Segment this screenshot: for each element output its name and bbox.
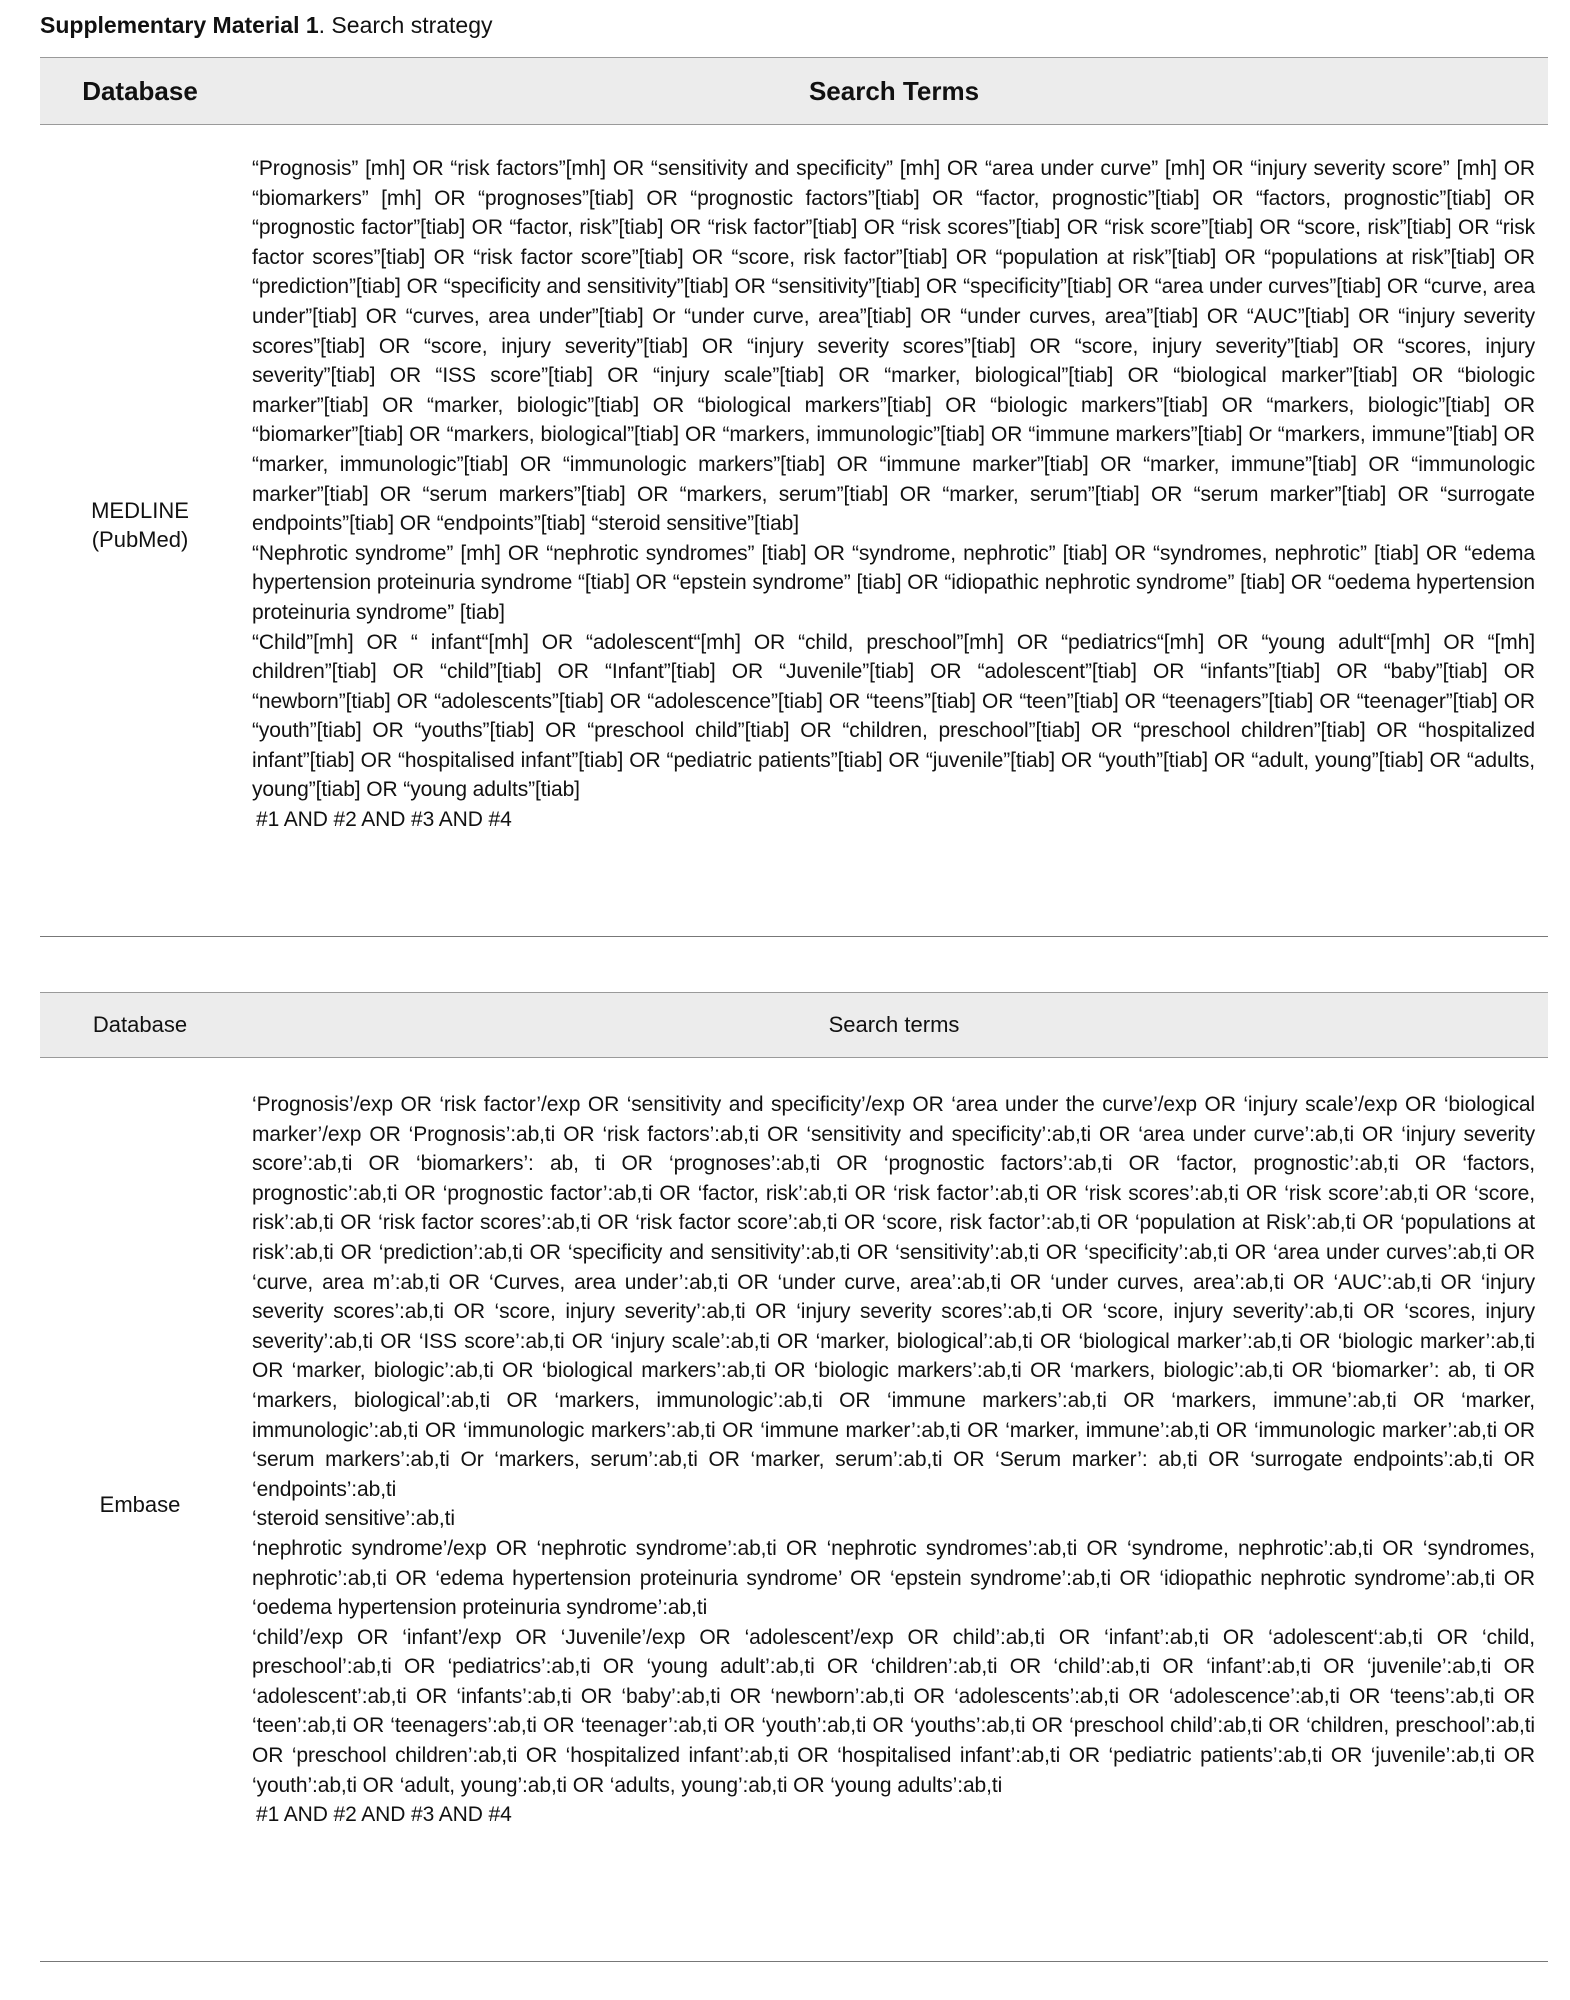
database-name-line1: MEDLINE xyxy=(91,498,189,523)
caption-label: Supplementary Material 1 xyxy=(40,12,319,38)
table-header xyxy=(40,992,1548,1058)
document-caption xyxy=(40,9,493,41)
search-terms-cell xyxy=(252,1090,1535,1830)
table-header xyxy=(40,57,1548,125)
database-name-embase xyxy=(40,1490,240,1519)
combine-line: #1 AND #2 AND #3 AND #4 xyxy=(256,808,512,832)
medline-search-table xyxy=(40,57,1548,937)
table-bottom-rule xyxy=(40,936,1548,937)
search-block-1b: ‘steroid sensitive’:ab,ti xyxy=(252,1507,455,1531)
database-column-header: Database xyxy=(92,1012,188,1037)
search-terms-cell xyxy=(252,154,1535,835)
embase-search-table xyxy=(40,992,1548,1962)
search-block-3: ‘child’/exp OR ‘infant’/exp OR ‘Juvenile’/exp OR ‘adolescent’/exp OR child’:ab,ti OR ‘infant’:ab,ti OR ‘adolescent‘:ab,ti OR ‘child, preschool’:ab,ti OR ‘pediatrics’:ab,ti OR ‘young adult’:ab,ti OR ‘children’:ab,ti OR ‘child’:ab,ti OR ‘infant’:ab,ti OR ‘juvenile’:ab,ti OR ‘adolescent’:ab,ti OR ‘infants’:ab,ti OR ‘baby’:ab,ti OR ‘newborn’:ab,ti OR ‘adolescents’:ab,ti OR ‘adolescence’:ab,ti OR ‘teens’:ab,ti OR ‘teen’:ab,ti OR ‘teenagers’:ab,ti OR ‘teenager’:ab,ti OR ‘youth’:ab,ti OR ‘youths’:ab,ti OR ‘preschool child’:ab,ti OR ‘children, preschool’:ab,ti OR ‘preschool children’:ab,ti OR ‘hospitalized infant’:ab,ti OR ‘hospitalised infant’:ab,ti OR ‘pediatric patients’:ab,ti OR ‘juvenile’:ab,ti OR ‘youth’:ab,ti OR ‘adult, young’:ab,ti OR ‘adults, young’:ab,ti OR ‘young adults’:ab,ti xyxy=(252,1625,1535,1797)
table-bottom-rule xyxy=(40,1961,1548,1962)
database-name-line1: Embase xyxy=(99,1492,181,1517)
search-terms-column-header: Search Terms xyxy=(808,75,980,106)
search-block-2: “Nephrotic syndrome” [mh] OR “nephrotic syndromes” [tiab] OR “syndrome, nephrotic” [tiab] OR “syndromes, nephrotic” [tiab] OR “edema hypertension proteinuria syndrome “[tiab] OR “epstein syndrome” [tiab] OR “idiopathic nephrotic syndrome” [tiab] OR “oedema hypertension proteinuria syndrome” [tiab] xyxy=(252,541,1535,624)
database-name-line2: (PubMed) xyxy=(91,527,189,552)
search-block-1: ‘Prognosis’/exp OR ‘risk factor’/exp OR ‘sensitivity and specificity’/exp OR ‘area under the curve’/exp OR ‘injury scale’/exp OR ‘biological marker’/exp OR ‘Prognosis’:ab,ti OR ‘risk factors’:ab,ti OR ‘sensitivity and specificity’:ab,ti OR ‘area under curve’:ab,ti OR ‘injury severity score’:ab,ti OR ‘biomarkers’: ab, ti OR ‘prognoses’:ab,ti OR ‘prognostic factors’:ab,ti OR ‘factor, prognostic’:ab,ti OR ‘factors, prognostic’:ab,ti OR ‘prognostic factor’:ab,ti OR ‘factor, risk’:ab,ti OR ‘risk factor’:ab,ti OR ‘risk scores’:ab,ti OR ‘risk score’:ab,ti OR ‘score, risk’:ab,ti OR ‘risk factor scores’:ab,ti OR ‘risk factor score’:ab,ti OR ‘score, risk factor’:ab,ti OR ‘population at Risk’:ab,ti OR ‘populations at risk’:ab,ti OR ‘prediction’:ab,ti OR ‘specificity and sensitivity’:ab,ti OR ‘sensitivity’:ab,ti OR ‘specificity’:ab,ti OR ‘area under curves’:ab,ti OR ‘curve, area m’:ab,ti OR ‘Curves, area under’:ab,ti OR ‘under curve, area’:ab,ti OR ‘under curves, area’:ab,ti OR ‘AUC’:ab,ti OR ‘injury severity scores’:ab,ti OR ‘score, injury severity’:ab,ti OR ‘injury severity scores’:ab,ti OR ‘score, injury severity’:ab,ti OR ‘scores, injury severity’:ab,ti OR ‘ISS score’:ab,ti OR ‘injury scale’:ab,ti OR ‘marker, biological’:ab,ti OR ‘biological marker’:ab,ti OR ‘biologic marker’:ab,ti OR ‘marker, biologic’:ab,ti OR ‘biological markers’:ab,ti OR ‘biologic markers’:ab,ti OR ‘markers, biologic’:ab,ti OR ‘biomarker’: ab, ti OR ‘markers, biological’:ab,ti OR ‘markers, immunologic’:ab,ti OR ‘immune markers’:ab,ti OR ‘markers, immune’:ab,ti OR ‘marker, immunologic’:ab,ti OR ‘immunologic markers’:ab,ti OR ‘immune marker’:ab,ti OR ‘marker, immune’:ab,ti OR ‘immunologic marker’:ab,ti OR ‘serum markers’:ab,ti Or ‘markers, serum’:ab,ti OR ‘marker, serum’:ab,ti OR ‘Serum marker’: ab,ti OR ‘surrogate endpoints’:ab,ti OR ‘endpoints’:ab,ti xyxy=(252,1093,1535,1501)
caption-text: . Search strategy xyxy=(318,12,493,38)
database-column-header: Database xyxy=(82,75,198,106)
search-block-2: ‘nephrotic syndrome’/exp OR ‘nephrotic syndrome’:ab,ti OR ‘nephrotic syndromes’:ab,ti OR ‘syndrome, nephrotic’:ab,ti OR ‘syndromes, nephrotic’:ab,ti OR ‘edema hypertension proteinuria syndrome’ OR ‘epstein syndrome’:ab,ti OR ‘idiopathic nephrotic syndrome’:ab,ti OR ‘oedema hypertension proteinuria syndrome’:ab,ti xyxy=(252,1536,1535,1620)
search-terms-column-header: Search terms xyxy=(828,1012,960,1037)
search-block-1: “Prognosis” [mh] OR “risk factors”[mh] OR “sensitivity and specificity” [mh] OR “area under curve” [mh] OR “injury severity score” [mh] OR “biomarkers” [mh] OR “prognoses”[tiab] OR “prognostic factors”[tiab] OR “factor, prognostic”[tiab] OR “factors, prognostic”[tiab] OR “prognostic factor”[tiab] OR “factor, risk”[tiab] OR “risk factor”[tiab] OR “risk scores”[tiab] OR “risk score”[tiab] OR “score, risk”[tiab] OR “risk factor scores”[tiab] OR “risk factor score”[tiab] OR “score, risk factor”[tiab] OR “population at risk”[tiab] OR “populations at risk”[tiab] OR “prediction”[tiab] OR “specificity and sensitivity”[tiab] OR “sensitivity”[tiab] OR “specificity”[tiab] OR “area under curves”[tiab] OR “curve, area under”[tiab] OR “curves, area under”[tiab] Or “under curve, area”[tiab] OR “under curves, area”[tiab] OR “AUC”[tiab] OR “injury severity scores”[tiab] OR “score, injury severity”[tiab] OR “injury severity scores”[tiab] OR “score, injury severity”[tiab] OR “scores, injury severity”[tiab] OR “ISS score”[tiab] OR “injury scale”[tiab] OR “marker, biological”[tiab] OR “biological marker”[tiab] OR “biologic marker”[tiab] OR “marker, biologic”[tiab] OR “biological markers”[tiab] OR “biologic markers”[tiab] OR “markers, biologic”[tiab] OR “biomarker”[tiab] OR “markers, biological”[tiab] OR “markers, immunologic”[tiab] OR “immune markers”[tiab] Or “markers, immune”[tiab] OR “marker, immunologic”[tiab] OR “immunologic markers”[tiab] OR “immune marker”[tiab] OR “marker, immune”[tiab] OR “immunologic marker”[tiab] OR “serum markers”[tiab] OR “markers, serum”[tiab] OR “marker, serum”[tiab] OR “serum marker”[tiab] OR “surrogate endpoints”[tiab] OR “endpoints”[tiab] “steroid sensitive”[tiab] xyxy=(252,157,1535,536)
search-block-3: “Child”[mh] OR “ infant“[mh] OR “adolescent“[mh] OR “child, preschool”[mh] OR “pediatrics“[mh] OR “young adult“[mh] OR “[mh] children”[tiab] OR “child”[tiab] OR “Infant”[tiab] OR “Juvenile”[tiab] OR “adolescent”[tiab] OR “infants”[tiab] OR “baby”[tiab] OR “newborn”[tiab] OR “adolescents”[tiab] OR “adolescence”[tiab] OR “teens”[tiab] OR “teen”[tiab] OR “teenagers”[tiab] OR “teenager”[tiab] OR “youth”[tiab] OR “youths”[tiab] OR “preschool child”[tiab] OR “children, preschool”[tiab] OR “preschool children”[tiab] OR “hospitalized infant”[tiab] OR “hospitalised infant”[tiab] OR “pediatric patients”[tiab] OR “juvenile”[tiab] OR “youth”[tiab] OR “adult, young”[tiab] OR “adults, young”[tiab] OR “young adults”[tiab] xyxy=(252,630,1535,802)
combine-line: #1 AND #2 AND #3 AND #4 xyxy=(256,1803,512,1827)
database-name-medline xyxy=(40,496,240,554)
